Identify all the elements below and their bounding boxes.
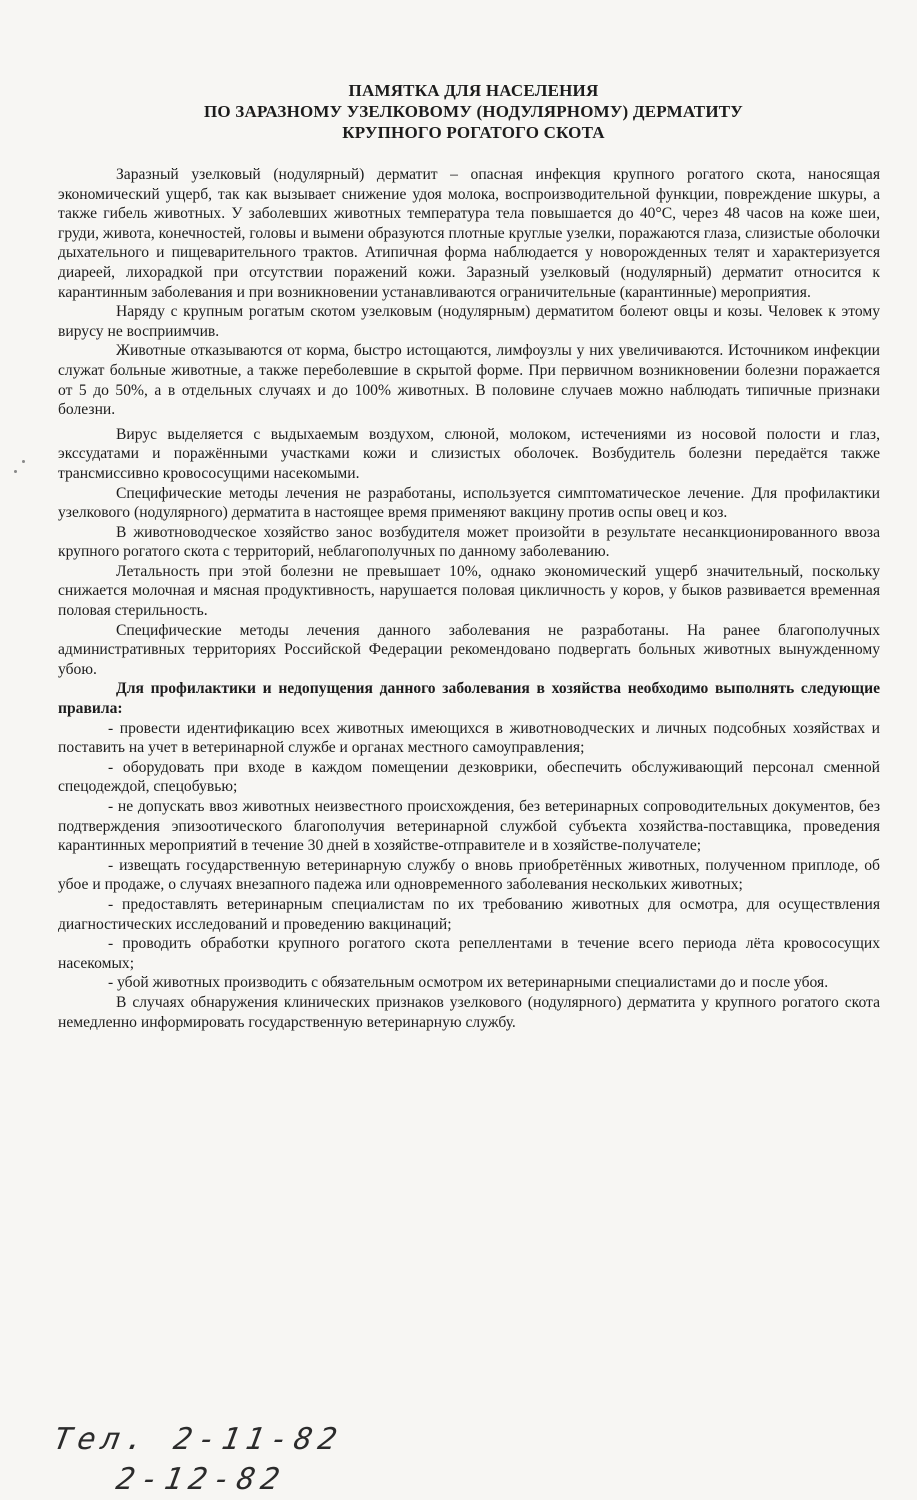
rule-item: - оборудовать при входе в каждом помещении дезковрики, обеспечить обслуживающий персонал сменной спецодеждой, спецобувью; [58,758,880,796]
rules-heading: Для профилактики и недопущения данного заболевания в хозяйства необходимо выполнять следующие правила: [58,680,880,718]
title-line-1: ПАМЯТКА ДЛЯ НАСЕЛЕНИЯ [348,81,599,100]
paragraph: Летальность при этой болезни не превышает 10%, однако экономический ущерб значительный, поскольку снижается молочная и мясная продуктивность, нарушается половая цикличность у коров, у быков развивается временная половая стерильность. [58,562,880,620]
title-line-2: ПО ЗАРАЗНОМУ УЗЕЛКОВОМУ (НОДУЛЯРНОМУ) ДЕРМАТИТУ [204,102,743,121]
rule-item: - проводить обработки крупного рогатого скота репеллентами в течение всего периода лёта кровососущих насекомых; [58,935,880,972]
scan-speck [14,470,17,473]
page-title [60,80,887,143]
rule-item: - не допускать ввоз животных неизвестного происхождения, без ветеринарных сопроводительных документов, без подтверждения эпизоотического благополучия ветеринарной службой субъекта хозяйства-поставщика, проведения карантинных мероприятий в течение 30 дней в хозяйстве-отправителе и в хозяйстве-получателе; [58,798,880,855]
paragraph: Вирус выделяется с выдыхаемым воздухом, слюной, молоком, истечениями из носовой полости и глаз, экссудатами и поражёнными участками кожи и слизистых оболочек. Возбудитель болезни передаётся также трансмиссивно кровососущими насекомыми. [58,425,880,482]
document-body [58,165,880,1032]
paragraph: В животноводческое хозяйство занос возбудителя может произойти в результате несанкционированного ввоза крупного рогатого скота с территорий, неблагополучных по данному заболеванию. [58,523,880,561]
scan-speck [22,460,25,463]
paragraph: Заразный узелковый (нодулярный) дерматит – опасная инфекция крупного рогатого скота, наносящая экономический ущерб, так как вызывает снижение удоя молока, воспроизводительной функции, повреждение шкуры, а также гибель животных. У заболевших животных температура тела повышается до 40°С, через 48 часов на коже шеи, груди, живота, конечностей, головы и вымени образуются плотные круглые узелки, поражаются глаза, слизистые оболочки дыхательного и пищеварительного трактов. Атипичная форма наблюдается у новорожденных телят и характеризуется диареей, лихорадкой при отсутствии поражений кожи. Заразный узелковый (нодулярный) дерматит относится к карантинным заболевания и при возникновении устанавливаются ограничительные (карантинные) мероприятия. [58,166,880,301]
handwritten-phone-note [43,1420,346,1500]
title-line-3: КРУПНОГО РОГАТОГО СКОТА [342,123,605,142]
rule-item: - извещать государственную ветеринарную службу о вновь приобретённых животных, полученном приплоде, об убое и продаже, о случаях внезапного падежа или одновременного заболевания нескольких животных; [58,856,880,894]
paragraph: Специфические методы лечения данного заболевания не разработаны. На ранее благополучных административных территориях Российской Федерации рекомендовано подвергать больных животных вынужденному убою. [58,621,880,678]
paragraph: Наряду с крупным рогатым скотом узелковым (нодулярным) дерматитом болеют овцы и козы. Человек к этому вирусу не восприимчив. [58,303,880,340]
handwritten-line-2: 2-12-82 [113,1462,289,1497]
rule-item: - провести идентификацию всех животных имеющихся в животноводческих и личных подсобных хозяйствах и поставить на учет в ветеринарной службе и органах местного самоуправления; [58,719,880,757]
paragraph: Животные отказываются от корма, быстро истощаются, лимфоузлы у них увеличиваются. Источником инфекции служат больные животные, а также переболевшие в скрытой форме. При первичном возникновении болезни поражается от 5 до 50%, а в отдельных случаях и до 100% животных. В половине случаев можно наблюдать типичные признаки болезни. [58,342,880,419]
paragraph: Специфические методы лечения не разработаны, используется симптоматическое лечение. Для профилактики узелкового (нодулярного) дерматита в настоящее время применяют вакцину против оспы овец и коз. [58,484,880,522]
rule-item: - предоставлять ветеринарным специалистам по их требованию животных для осмотра, для осуществления диагностических исследований и проведению вакцинаций; [58,895,880,933]
handwritten-line-1: Тел. 2-11-82 [50,1422,346,1457]
closing-paragraph: В случаях обнаружения клинических признаков узелкового (нодулярного) дерматита у крупного рогатого скота немедленно информировать государственную ветеринарную службу. [58,993,880,1031]
rule-item: - убой животных производить с обязательным осмотром их ветеринарными специалистами до и после убоя. [108,974,829,992]
